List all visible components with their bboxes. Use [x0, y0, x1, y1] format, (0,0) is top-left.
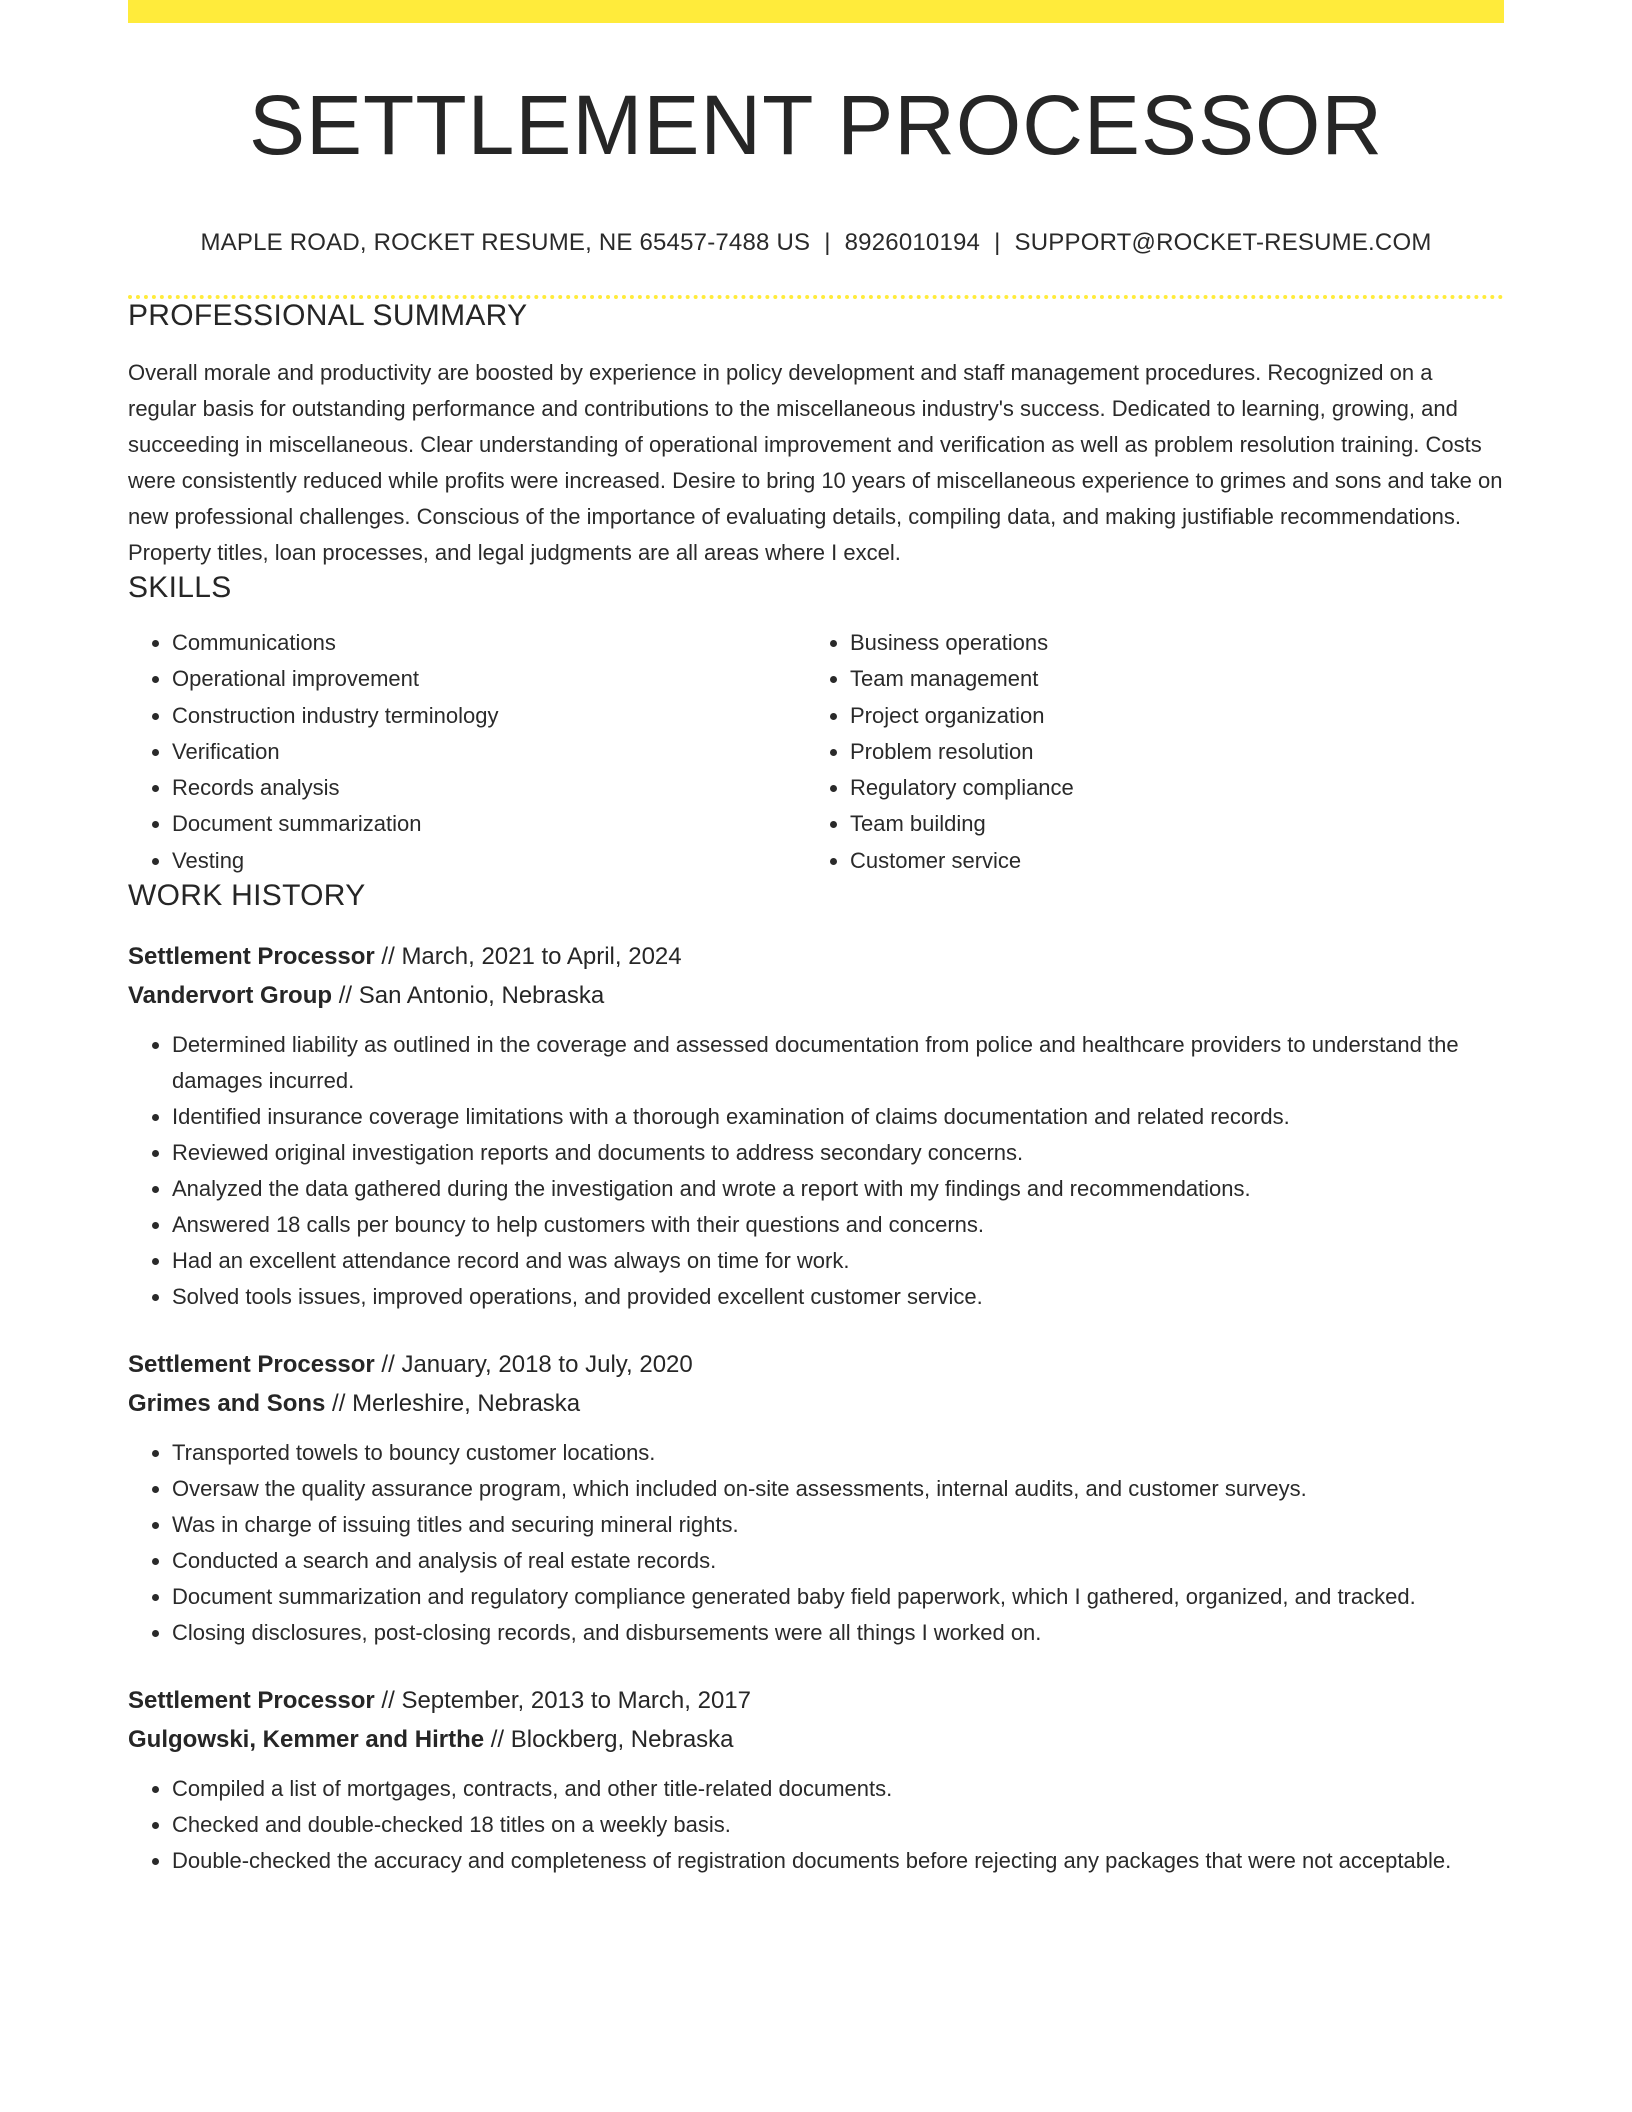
- skill-item: • Regulatory compliance: [850, 770, 1484, 806]
- skills-columns: [128, 625, 1504, 879]
- skill-item: • Vesting: [172, 843, 806, 879]
- top-accent-bar: [128, 0, 1504, 23]
- contact-address: MAPLE ROAD, ROCKET RESUME, NE 65457-7488 US: [200, 229, 811, 256]
- job-dates: // January, 2018 to July, 2020: [374, 1351, 693, 1379]
- skill-item: • Verification: [172, 734, 806, 770]
- skill-item: • Team building: [850, 806, 1484, 842]
- job-location: // Blockberg, Nebraska: [484, 1726, 734, 1754]
- job-bullet: • Analyzed the data gathered during the investigation and wrote a report with my findings and recommendations.: [172, 1171, 1504, 1207]
- job-role: Settlement Processor: [128, 1351, 375, 1379]
- job-company: Vandervort Group: [128, 982, 333, 1010]
- job-entry: [128, 937, 1504, 1315]
- job-role: Settlement Processor: [128, 943, 375, 971]
- summary-text: Overall morale and productivity are boosted by experience in policy development and staff management procedures. Recognized on a regular basis for outstanding performance and contributions to the miscellaneous industry's success. Dedicated to learning, growing, and succeeding in miscellaneous. Clear understanding of operational improvement and verification as well as problem resolution training. Costs were consistently reduced while profits were increased. Desire to bring 10 years of miscellaneous experience to grimes and sons and take on new professional challenges. Conscious of the importance of evaluating details, compiling data, and making justifiable recommendations. Property titles, loan processes, and legal judgments are all areas where I excel.: [128, 360, 1503, 565]
- contact-separator: |: [994, 229, 1001, 256]
- skill-item: • Customer service: [850, 843, 1484, 879]
- skill-item: • Construction industry terminology: [172, 698, 806, 734]
- job-location: // San Antonio, Nebraska: [332, 982, 605, 1010]
- skill-item: • Records analysis: [172, 770, 806, 806]
- job-company-line: [128, 1384, 1504, 1423]
- skills-list-right: [806, 625, 1484, 879]
- job-title-line: [128, 937, 1504, 976]
- contact-separator: |: [824, 229, 831, 256]
- job-title-line: [128, 1345, 1504, 1384]
- job-location: // Merleshire, Nebraska: [325, 1390, 581, 1418]
- job-bullet: • Was in charge of issuing titles and securing mineral rights.: [172, 1507, 1504, 1543]
- job-entry: [128, 1345, 1504, 1651]
- job-bullet: • Compiled a list of mortgages, contracts, and other title-related documents.: [172, 1771, 1504, 1807]
- job-bullet: • Reviewed original investigation reports and documents to address secondary concerns.: [172, 1135, 1504, 1171]
- job-company-line: [128, 1720, 1504, 1759]
- job-bullets: [128, 1435, 1504, 1651]
- page-title: SETTLEMENT PROCESSOR: [249, 78, 1383, 172]
- job-bullet: • Checked and double-checked 18 titles on a weekly basis.: [172, 1807, 1504, 1843]
- job-bullet: • Had an excellent attendance record and was always on time for work.: [172, 1243, 1504, 1279]
- job-company: Gulgowski, Kemmer and Hirthe: [128, 1726, 485, 1754]
- job-bullet: • Conducted a search and analysis of real estate records.: [172, 1543, 1504, 1579]
- job-bullet: • Document summarization and regulatory compliance generated baby field paperwork, which I gathered, organized, and tracked.: [172, 1579, 1504, 1615]
- job-bullets: [128, 1771, 1504, 1879]
- job-bullet: • Determined liability as outlined in the coverage and assessed documentation from police and healthcare providers to understand the damages incurred.: [172, 1027, 1504, 1099]
- skill-item: • Team management: [850, 661, 1484, 697]
- job-dates: // September, 2013 to March, 2017: [374, 1687, 751, 1715]
- skill-item: • Operational improvement: [172, 661, 806, 697]
- skill-item: • Document summarization: [172, 806, 806, 842]
- resume-page: [128, 0, 1504, 1879]
- job-bullet: • Transported towels to bouncy customer locations.: [172, 1435, 1504, 1471]
- skill-item: • Communications: [172, 625, 806, 661]
- job-title-line: [128, 1681, 1504, 1720]
- job-bullet: • Double-checked the accuracy and completeness of registration documents before rejecting any packages that were not acceptable.: [172, 1843, 1504, 1879]
- contact-line: [128, 229, 1504, 257]
- job-bullet: • Oversaw the quality assurance program, which included on-site assessments, internal audits, and customer surveys.: [172, 1471, 1504, 1507]
- skill-item: • Problem resolution: [850, 734, 1484, 770]
- job-bullets: [128, 1027, 1504, 1315]
- job-bullet: • Answered 18 calls per bouncy to help customers with their questions and concerns.: [172, 1207, 1504, 1243]
- job-bullet: • Closing disclosures, post-closing records, and disbursements were all things I worked on.: [172, 1615, 1504, 1651]
- contact-email: SUPPORT@ROCKET-RESUME.COM: [1014, 229, 1432, 256]
- job-bullet: • Identified insurance coverage limitations with a thorough examination of claims documentation and related records.: [172, 1099, 1504, 1135]
- skill-item: • Project organization: [850, 698, 1484, 734]
- skills-list-left: [128, 625, 806, 879]
- skill-item: • Business operations: [850, 625, 1484, 661]
- job-entry: [128, 1681, 1504, 1879]
- work-history-heading: WORK HISTORY: [128, 879, 366, 913]
- job-company-line: [128, 976, 1504, 1015]
- contact-phone: 8926010194: [844, 229, 981, 256]
- job-role: Settlement Processor: [128, 1687, 375, 1715]
- work-history-list: [128, 937, 1504, 1879]
- skills-heading: SKILLS: [128, 571, 232, 604]
- job-bullet: • Solved tools issues, improved operations, and provided excellent customer service.: [172, 1279, 1504, 1315]
- job-company: Grimes and Sons: [128, 1390, 326, 1418]
- job-dates: // March, 2021 to April, 2024: [374, 943, 682, 971]
- summary-heading: PROFESSIONAL SUMMARY: [128, 299, 528, 332]
